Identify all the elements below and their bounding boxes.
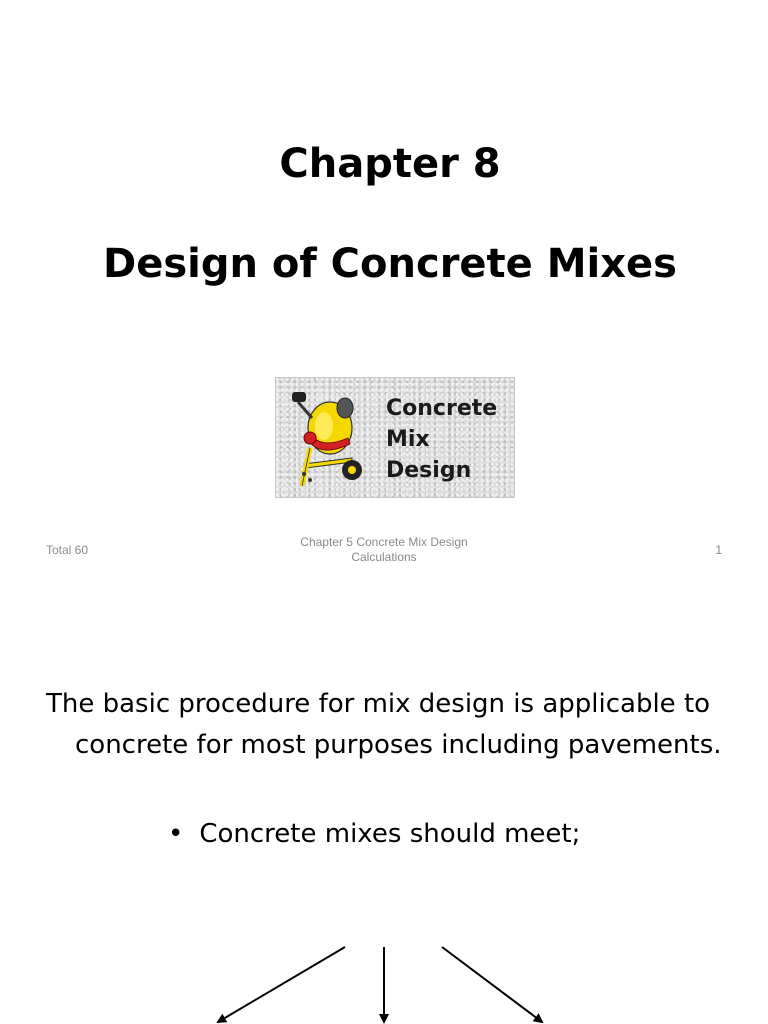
logo-line-concrete: Concrete (386, 396, 498, 421)
bullet-icon: • (168, 819, 184, 849)
concrete-mix-design-logo (275, 377, 515, 498)
footer-total: Total 60 (46, 543, 89, 557)
bullet-text: Concrete mixes should meet; (199, 819, 581, 849)
slide-subtitle: Design of Concrete Mixes (102, 241, 677, 287)
logo-line-mix: Mix (386, 427, 430, 452)
arrows-diagram (0, 586, 768, 1024)
footer-chapter: Chapter 5 Concrete Mix Design Calculations (300, 535, 468, 564)
footer-page-number: 1 (715, 543, 722, 557)
cement-mixer-icon (290, 388, 370, 488)
logo-text (386, 393, 497, 486)
intro-paragraph: The basic procedure for mix design is applicable to concrete for most purposes including pavements. (46, 689, 722, 760)
arrow-right-icon (442, 947, 542, 1022)
arrow-left-icon (218, 947, 345, 1022)
slide-content (0, 586, 768, 1024)
chapter-title: Chapter 8 (279, 141, 501, 187)
logo-line-design: Design (386, 458, 472, 483)
